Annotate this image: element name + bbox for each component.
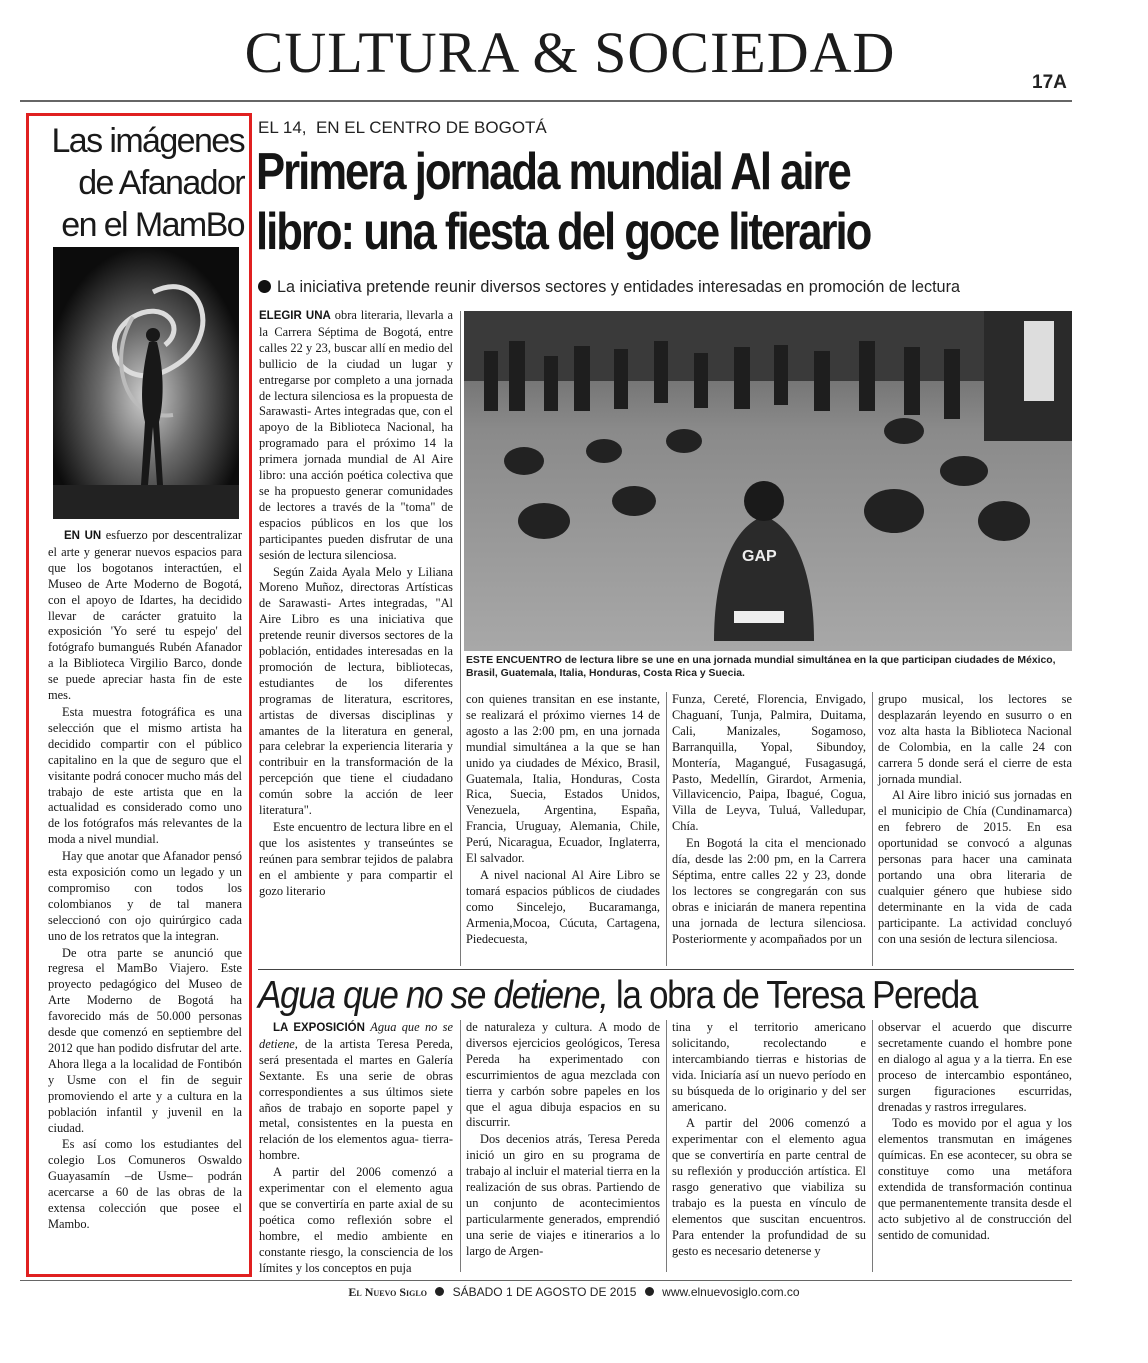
column-rule xyxy=(460,1020,461,1272)
main-lead: ELEGIR UNA xyxy=(259,310,331,322)
second-paragraph: de naturaleza y cultura. A modo de diversos ejercicios geológicos, Teresa Pereda ha experimentado con escurrimientos de agua mezclada con tierra y carbón sobre papeles en los que el agua dibuja espacios en su discurrir. xyxy=(466,1020,660,1130)
second-headline-italic: Agua que no se detiene, xyxy=(258,974,608,1017)
street-reading-illustration xyxy=(464,311,1072,651)
second-headline-rest: la obra de Teresa Pereda xyxy=(607,974,978,1017)
bullet-icon xyxy=(435,1287,444,1296)
main-paragraph xyxy=(259,308,453,564)
main-paragraph: grupo musical, los lectores se desplazarán leyendo en susurro o en voz alta hasta la Biblioteca Nacional de Colombia, en la calle 24 con carrera 5 donde será el cierre de esta jornada mundial. xyxy=(878,692,1072,786)
publication-date: SÁBADO 1 DE AGOSTO DE 2015 xyxy=(452,1285,637,1299)
bullet-icon xyxy=(258,280,271,293)
website-url: www.elnuevosiglo.com.co xyxy=(662,1285,800,1299)
main-paragraph: Al Aire libro inició sus jornadas en el municipio de Chía (Cundinamarca) en febrero de 2015. En esa oportunidad se convocó a algunas personas para hacer una caminata portando una obra literaria de cualquier género que hubiese sido determinante en la vida de cada participante. La actividad concluyó con una sesión de lectura silenciosa. xyxy=(878,788,1072,946)
second-paragraph: tina y el territorio americano solicitando, recolectando e intercambiando tierras e historias de vida. Iniciaría así un nuevo período en su búsqueda de lo originario y del ser americano. xyxy=(672,1020,866,1114)
sidebar-paragraph: Esta muestra fotográfica es una selección que el mismo artista ha decidido compartir con el público capitalino en la que de seguro que el visitante podrá conocer mucho más del trabajo de este artista que en la actualidad es considerado como uno de los fotógrafos más relevantes de la moda a nivel mundial. xyxy=(48,704,242,847)
sidebar-lead: EN UN xyxy=(64,530,102,542)
sidebar-paragraph: Es así como los estudiantes del colegio Los Comuneros Oswaldo Guayasamín –de Usme– podrán acercarse a 60 de las obras de la extensa colección que posee el Mambo. xyxy=(48,1137,242,1231)
sidebar-article xyxy=(48,528,242,1233)
column-rule xyxy=(666,692,667,966)
column-rule xyxy=(460,311,461,966)
headline-line: Primera jornada mundial Al aire xyxy=(256,143,850,201)
column-rule xyxy=(666,1020,667,1272)
second-col-3 xyxy=(672,1020,866,1260)
second-col-2 xyxy=(466,1020,660,1260)
headline xyxy=(256,142,1076,262)
sidebar-title-line: en el MamBo xyxy=(61,206,244,244)
section-title: CULTURA & SOCIEDAD xyxy=(244,20,896,85)
section-header xyxy=(0,18,1148,110)
deck-text: La iniciativa pretende reunir diversos sectores y entidades interesadas en promoción de lectura xyxy=(277,278,960,296)
main-text: obra literaria, llevarla a la Carrera Séptima de Bogotá, entre calles 22 y 23, buscar allí en medio del bullicio de la ciudad un lugar y entregarse por completo a una jornada de lectura silenciosa es la propuesta de Sarawasti- Artes integradas que, con el apoyo de la Biblioteca Nacional, ha programado para el próximo 14 la primera jornada mundial de Al Aire libro: una acción poética colectiva que se ha propuesto generar comunidades de lectores a través de la "toma" de espacios públicos en los que los participantes pueden disfrutar de una sesión de lectura silenciosa. xyxy=(259,308,454,562)
bullet-icon xyxy=(645,1287,654,1296)
main-paragraph: Según Zaida Ayala Melo y Liliana Moreno Muñoz, directoras Artísticas de Sarawasti- Artes integradas, "Al Aire Libro es una iniciativa que pretende reunir diversos sectores de la población, entidades interesadas en la promoción de lectura, bibliotecas, estudiantes de los diferentes programas de literatura, escritores, artistas de diversas disciplinas y amantes de la literatura en general, para celebrar la experiencia literaria y contribuir en la transformación de la percepción que tiene el ciudadano común sobre la acción de leer literatura". xyxy=(259,564,453,818)
page-number: 17A xyxy=(1032,72,1067,93)
second-text: de la artista Teresa Pereda, será presentada el martes en Galería Sextante. Es una serie de obras correspondientes a sus últimos siete años de trabajo en soporte papel y metal, consistentes en la puesta en relación de los elementos agua- tierra-hombre. xyxy=(259,1036,453,1163)
second-lead-italic: Agua que no se detiene, xyxy=(259,1020,453,1051)
kicker: EL 14, EN EL CENTRO DE BOGOTÁ xyxy=(258,118,547,137)
main-paragraph: Este encuentro de lectura libre en el que los asistentes y transeúntes se reúnen para sembrar tejidos de palabra en el ambiente y para compartir el gozo literario xyxy=(259,820,453,898)
main-col-1 xyxy=(259,308,453,900)
second-paragraph: Todo es movido por el agua y los elementos transmutan en imágenes químicas. En ese acontecer, su obra se constituye como una metáfora extendida de transformación continua que permanentemente transita desde el acto subjetivo al de construcción del sentido de comunidad. xyxy=(878,1116,1072,1242)
deck xyxy=(258,278,1078,297)
footer-rule xyxy=(20,1280,1072,1281)
sidebar-text: esfuerzo por descentralizar el arte y generar nuevos espacios para que los bogotanos interactúen, el Museo de Arte Moderno de Bogotá, con el apoyo de Idartes, ha decidido llevar de carácter gratuito la exposición 'Yo seré tu espejo' del fotógrafo bumangués Rubén Afanador a la Biblioteca Virgilio Barco, donde se puede apreciar hasta fin de este mes. xyxy=(48,528,243,703)
sidebar-paragraph: De otra parte se anunció que regresa el MamBo Viajero. Este proyecto pedagógico del Museo de Arte Moderno de Bogotá ha favorecido más de 50.000 personas desde que comenzó en septiembre del 2012 que han podido disfrutar del arte. Ahora llega a la localidad de Fontibón y Usme con el fin de seguir promoviendo el arte y a cultura en la población infantil y juvenil en la ciudad. xyxy=(48,945,242,1135)
caption-lead: ESTE ENCUENTRO xyxy=(466,655,562,666)
main-paragraph: En Bogotá la cita el mencionado día, desde las 2:00 pm, en la Carrera Séptima, entre calles 22 y 23, donde los lectores se congregarán con sus obras e iniciarán de manera repentina una jornada de lectura silenciosa. Posteriormente y acompañados por un xyxy=(672,836,866,946)
second-paragraph: A partir del 2006 comenzó a experimentar con el elemento agua que se convertiría en parte central de su reflexión y producción artística. El rasgo generativo que viabiliza su trabajo es la puesta en vínculo de elementos que suscitan encuentros. Para entender la profundidad de su gesto es necesario detenerse y xyxy=(672,1116,866,1258)
second-col-4 xyxy=(878,1020,1072,1244)
second-headline-line xyxy=(258,972,996,1020)
second-paragraph: A partir del 2006 comenzó a experimentar con el elemento agua que se convertiría en parte axial de su poética como reflexión sobre el hombre, el medio ambiente en constante riesgo, la consciencia de los límites y los conceptos en puja xyxy=(259,1165,453,1275)
sidebar-paragraph: Hay que anotar que Afanador pensó esta exposición como un legado y un compromiso con todos los colombianos y de tal manera seleccionó con ojo quirúrgico cada uno de los retratos que la integran. xyxy=(48,849,242,943)
column-rule xyxy=(872,1020,873,1272)
reading-photo xyxy=(464,311,1072,651)
dancer-illustration xyxy=(53,247,239,519)
sidebar-title-line: Las imágenes xyxy=(51,122,244,160)
second-paragraph: Dos decenios atrás, Teresa Pereda inició un giro en su programa de trabajo al incluir el material tierra en la realización de sus obras. Partiendo de un conjunto de acontecimientos particularmente generados, emprendió una serie de viajes e itinerarios a lo largo de Argen- xyxy=(466,1132,660,1258)
newspaper-name: El Nuevo Siglo xyxy=(348,1285,427,1299)
footer xyxy=(0,1285,1148,1300)
header-rule xyxy=(20,100,1072,102)
main-col-4 xyxy=(878,692,1072,948)
main-paragraph: Funza, Cereté, Florencia, Envigado, Chaguaní, Tunja, Palmira, Duitama, Cali, Manizales, Sogamoso, Barranquilla, Yopal, Sibundoy, Montería, Magangué, Fusagasugá, Pasto, Medellín, Girardot, Armenia, Villavicencio, Paipa, Ibagué, Cogua, Villa de Leyva, Tuluá, Valledupar, Chía. xyxy=(672,692,866,834)
story-divider xyxy=(258,969,1074,970)
caption-text: de lectura libre se une en una jornada mundial simultánea en la que participan ciudades de México, Brasil, Guatemala, Italia, Honduras, Costa Rica y Suecia. xyxy=(466,655,1056,679)
main-col-3 xyxy=(672,692,866,948)
second-paragraph xyxy=(259,1020,453,1164)
main-col-2 xyxy=(466,692,660,948)
sidebar-title xyxy=(34,120,244,246)
gap-logo: GAP xyxy=(742,548,777,565)
main-paragraph: A nivel nacional Al Aire Libro se tomará espacios públicos de ciudades como Sincelejo, Bucaramanga, Armenia,Mocoa, Cúcuta, Cartagena, Piedecuesta, xyxy=(466,867,660,946)
afanador-photo xyxy=(53,247,239,519)
second-headline xyxy=(258,972,1078,1020)
second-col-1 xyxy=(259,1020,453,1277)
sidebar-paragraph xyxy=(48,528,242,704)
photo-caption xyxy=(466,654,1074,680)
main-paragraph: con quienes transitan en ese instante, se realizará el próximo viernes 14 de agosto a las 2:00 pm, en una jornada mundial simultánea a la que se han unido ya ciudades de México, Brasil, Guatemala, Italia, Honduras, Costa Rica, Suecia, Estados Unidos, Venezuela, Argentina, España, Francia, Uruguay, Alemania, Chile, Perú, Nicaragua, Ecuador, Inglaterra, El salvador. xyxy=(466,692,660,866)
sidebar-title-line: de Afanador xyxy=(78,164,244,202)
headline-line: libro: una fiesta del goce literario xyxy=(256,203,871,261)
second-paragraph: observar el acuerdo que discurre secretamente cuando el hombre pone en dialogo al agua y a la tierra. En ese proceso de intercambio espontáneo, surgen figuraciones escurridas, drenadas y rastros irregulares. xyxy=(878,1020,1072,1114)
second-lead: LA EXPOSICIÓN xyxy=(273,1022,365,1034)
column-rule xyxy=(872,692,873,966)
